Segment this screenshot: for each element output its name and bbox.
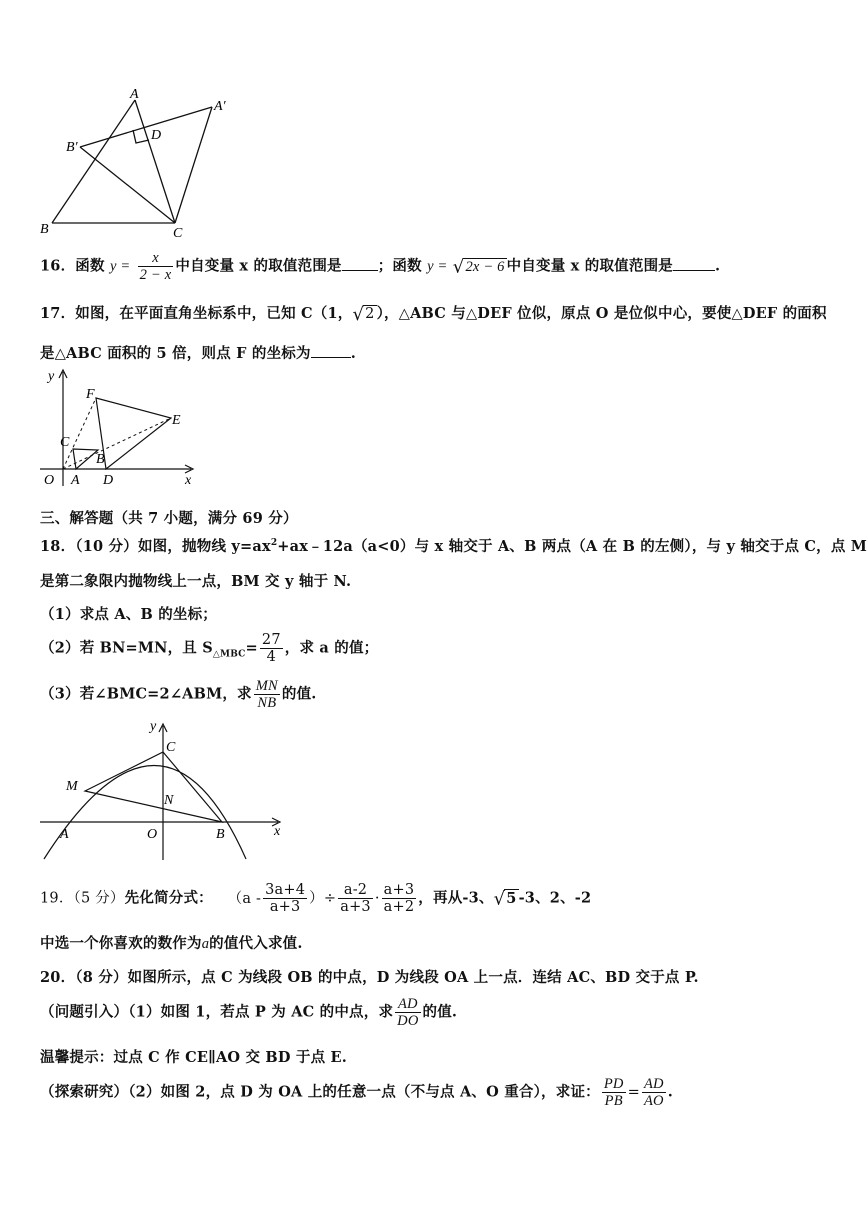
question-17-line1: 17．如图，在平面直角坐标系中，已知 C（1，√2 ），△ABC 与△DEF 位似，原点 O 是位似中心，要使△DEF 的面积 [40,304,827,325]
label-A: A [60,827,69,842]
question-16: 16．函数 y = $\frac{x}{2 - x}$ 中自变量 x 的取值范围是 ；函数 y = √2x − 6 中自变量 x 的取值范围是 . [40,250,721,283]
axis-x: x [185,473,192,488]
question-18-part3: （3）若∠BMC=2∠ABM，求 $\frac{MN}{NB}$ 的值. [40,678,317,711]
label-B: B [40,222,49,237]
label-F: F [86,387,95,402]
figure-q17 [38,366,203,491]
axis-y: y [150,719,157,734]
label-B: B [216,827,225,842]
question-20-line1: 20．（8 分）如图所示，点 C 为线段 OB 的中点，D 为线段 OA 上一点．连结 AC、BD 交于点 P. [40,969,699,986]
axis-x: x [274,824,281,839]
label-A: A [130,87,139,102]
figure-q18 [38,718,288,863]
label-N: N [164,793,174,808]
label-B: B [96,452,105,467]
label-O: O [44,473,55,488]
axis-y: y [48,369,55,384]
label-D: D [103,473,114,488]
question-18-line2: 是第二象限内抛物线上一点，BM 交 y 轴于 N. [40,573,352,590]
section-3-title: 三、解答题（共 7 小题，满分 69 分） [40,510,298,527]
label-C: C [166,740,176,755]
label-Ap: A′ [214,99,226,114]
label-M: M [66,779,78,794]
label-C: C [173,226,183,240]
question-20-hint: 温馨提示：过点 C 作 CE∥AO 交 BD 于点 E. [40,1049,348,1066]
question-20-part2: （探索研究）（2）如图 2，点 D 为 OA 上的任意一点（不与点 A、O 重合），求证： $\frac{PD}{PB}$ = $\frac{AD}{AO}$ . [40,1076,673,1109]
question-18-part1: （1）求点 A、B 的坐标； [40,606,217,623]
question-19-line1: 19．（5 分）先化简分式： （a - $\frac{3a+4}{a+3}$ ）÷ $\frac{a-2}{a+3}$ · $\frac{a+3}{a+2}$ ，再从-3、√5 -3、2、-2 [40,882,592,915]
label-E: E [172,413,181,428]
figure-q15 [30,85,250,240]
label-Bp: B′ [66,140,78,155]
label-O: O [147,827,158,842]
label-A: A [71,473,80,488]
question-18-line1: 18．（10 分）如图，抛物线 $y=ax^2+ax﹣12a(a<0)$与 x 轴交于 A、B 两点（A 在 B 的左侧），与 y 轴交于点 C，点 M [40,538,868,555]
question-19-line2: 中选一个你喜欢的数作为a的值代入求值. [40,935,303,952]
question-17-line2: 是△ABC 面积的 5 倍，则点 F 的坐标为 . [40,345,356,362]
question-18-part2: （2）若 BN=MN，且 $S_{\triangle MBC}=$ $\frac{27}{4}$ ，求 a 的值； [40,632,379,665]
question-20-part1: （问题引入）（1）如图 1，若点 P 为 AC 的中点，求 $\frac{AD}{DO}$ 的值. [40,996,458,1029]
label-D: D [151,128,162,143]
label-C: C [60,435,70,450]
